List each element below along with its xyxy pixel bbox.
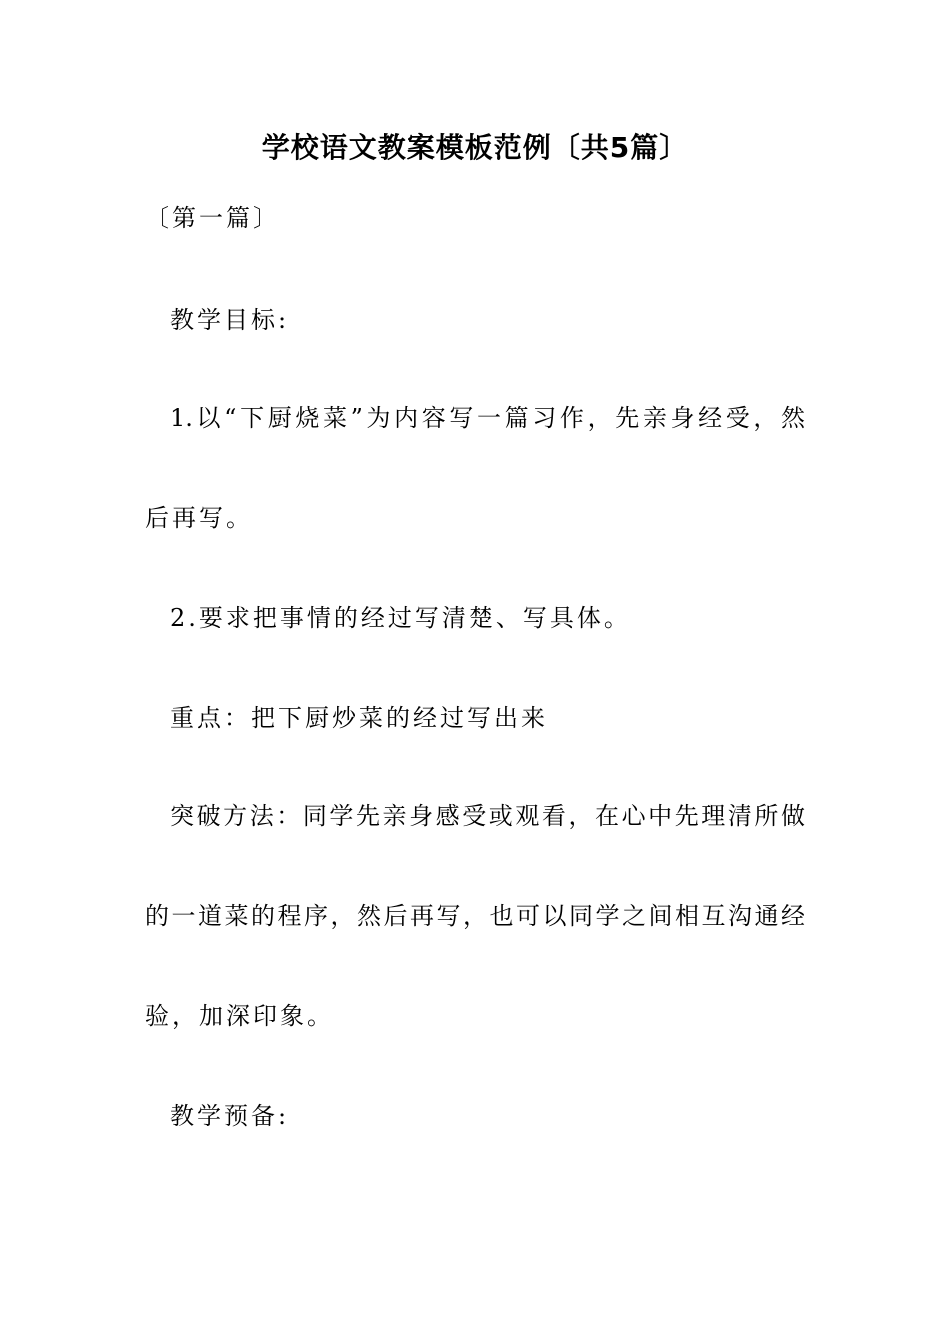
paragraph-goal-1-line-2: 后再写。 xyxy=(145,504,253,532)
document-title: 学校语文教案模板范例〔共5篇〕 xyxy=(261,131,689,164)
paragraph-method-line-2: 的一道菜的程序，然后再写，也可以同学之间相互沟通经 xyxy=(145,902,805,930)
paragraph-goal-2: 2.要求把事情的经过写清楚、写具体。 xyxy=(170,604,631,632)
paragraph-key-point: 重点：把下厨炒菜的经过写出来 xyxy=(170,704,548,732)
paragraph-method-line-1: 突破方法：同学先亲身感受或观看，在心中先理清所做 xyxy=(170,802,805,830)
paragraph-teaching-goals-label: 教学目标: xyxy=(170,306,290,334)
paragraph-preparation-label: 教学预备: xyxy=(170,1102,290,1130)
paragraph-goal-1-line-1: 1.以“下厨烧菜”为内容写一篇习作，先亲身经受，然 xyxy=(170,404,805,432)
paragraph-method-line-3: 验，加深印象。 xyxy=(145,1002,334,1030)
section-heading: 〔第一篇〕 xyxy=(145,204,280,232)
